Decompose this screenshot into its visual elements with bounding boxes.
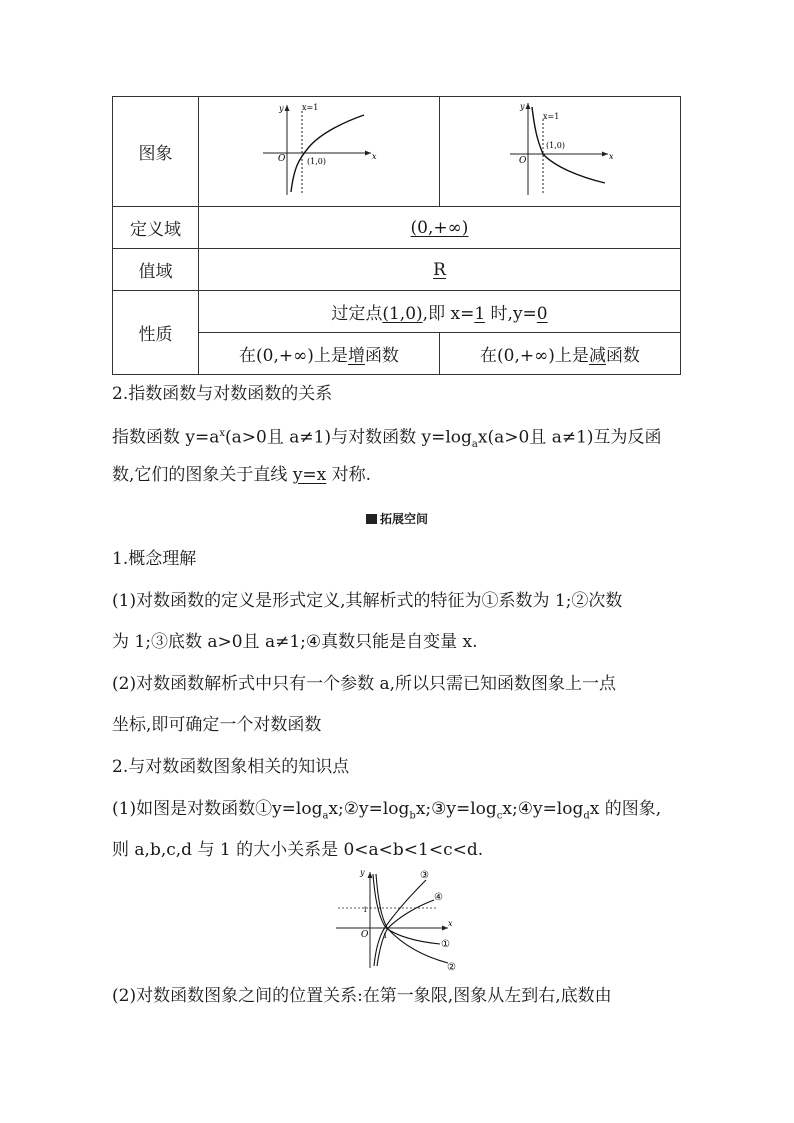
relation-line-1: 指数函数 $y=a^x(a>0$且 a≠1)与对数函数 $y=\log_ax(a>0$且 a≠1)互为反函 — [112, 427, 662, 451]
asymptote-label: x=1 — [543, 112, 560, 121]
axis-y-label: y — [520, 102, 525, 111]
point-label: (1,0) — [307, 157, 326, 166]
axis-x-label: x — [609, 152, 614, 161]
axis-x-label: x — [372, 152, 377, 161]
domain-value: (0,+∞) — [199, 207, 681, 249]
row-header-domain: 定义域 — [113, 207, 199, 249]
increasing-text: 在(0,+∞)上是增函数 — [199, 333, 440, 375]
origin-label: O — [278, 154, 286, 164]
origin-label: O — [361, 930, 369, 940]
axis-y-label: y — [360, 868, 365, 877]
concept-heading: 1.概念理解 — [112, 549, 197, 569]
curve-1-label: ① — [441, 939, 450, 950]
log-properties-table — [112, 96, 681, 375]
curve-4-label: ④ — [434, 892, 443, 903]
graph-knowledge-line2: 则 a,b,c,d 与 1 的大小关系是 0<a<b<1<c<d. — [112, 840, 484, 860]
axis-x-label: x — [448, 919, 453, 928]
row-header-props: 性质 — [113, 291, 199, 375]
concept-p2-line1: (2)对数函数解析式中只有一个参数 a,所以只需已知函数图象上一点 — [112, 674, 617, 694]
log-increasing-graph — [199, 97, 439, 201]
curve-2-label: ② — [447, 962, 456, 972]
section-heading-relation: 2.指数函数与对数函数的关系 — [112, 384, 333, 404]
concept-p1-line2: 为 1;③底数 a>0且 a≠1;④真数只能是自变量 x. — [112, 632, 478, 652]
concept-p1-line1: (1)对数函数的定义是形式定义,其解析式的特征为①系数为 1;②次数 — [112, 591, 623, 611]
x-one-label: 1 — [383, 932, 388, 940]
y-one-label: 1 — [363, 906, 368, 914]
relation-line-2: 数,它们的图象关于直线 y=x 对称. — [112, 465, 372, 485]
graph-knowledge-line3: (2)对数函数图象之间的位置关系:在第一象限,图象从左到右,底数由 — [112, 986, 612, 1006]
graph-decreasing-cell — [440, 97, 681, 207]
range-value: R — [199, 249, 681, 291]
speaker-icon — [366, 514, 377, 524]
log-decreasing-graph — [440, 97, 680, 201]
graph-knowledge-heading: 2.与对数函数图象相关的知识点 — [112, 757, 350, 777]
point-label: (1,0) — [546, 141, 565, 150]
curve-3-label: ③ — [420, 870, 429, 881]
fixed-point-text: 过定点(1,0),即 x=1 时,y=0 — [199, 291, 681, 333]
row-header-graph: 图象 — [113, 97, 199, 207]
graph-increasing-cell — [199, 97, 440, 207]
axis-y-label: y — [279, 104, 284, 113]
asymptote-label: x=1 — [302, 103, 319, 112]
decreasing-text: 在(0,+∞)上是减函数 — [440, 333, 681, 375]
row-header-range: 值域 — [113, 249, 199, 291]
concept-p2-line2: 坐标,即可确定一个对数函数 — [112, 715, 322, 735]
log-bases-figure — [330, 866, 464, 972]
graph-knowledge-line1: (1)如图是对数函数$①y=\log_ax;②y=\log_bx;③y=\log_cx;④y=\log_dx$ 的图象, — [112, 799, 662, 822]
expand-space-title: 拓展空间 — [0, 510, 794, 527]
origin-label: O — [519, 156, 527, 166]
